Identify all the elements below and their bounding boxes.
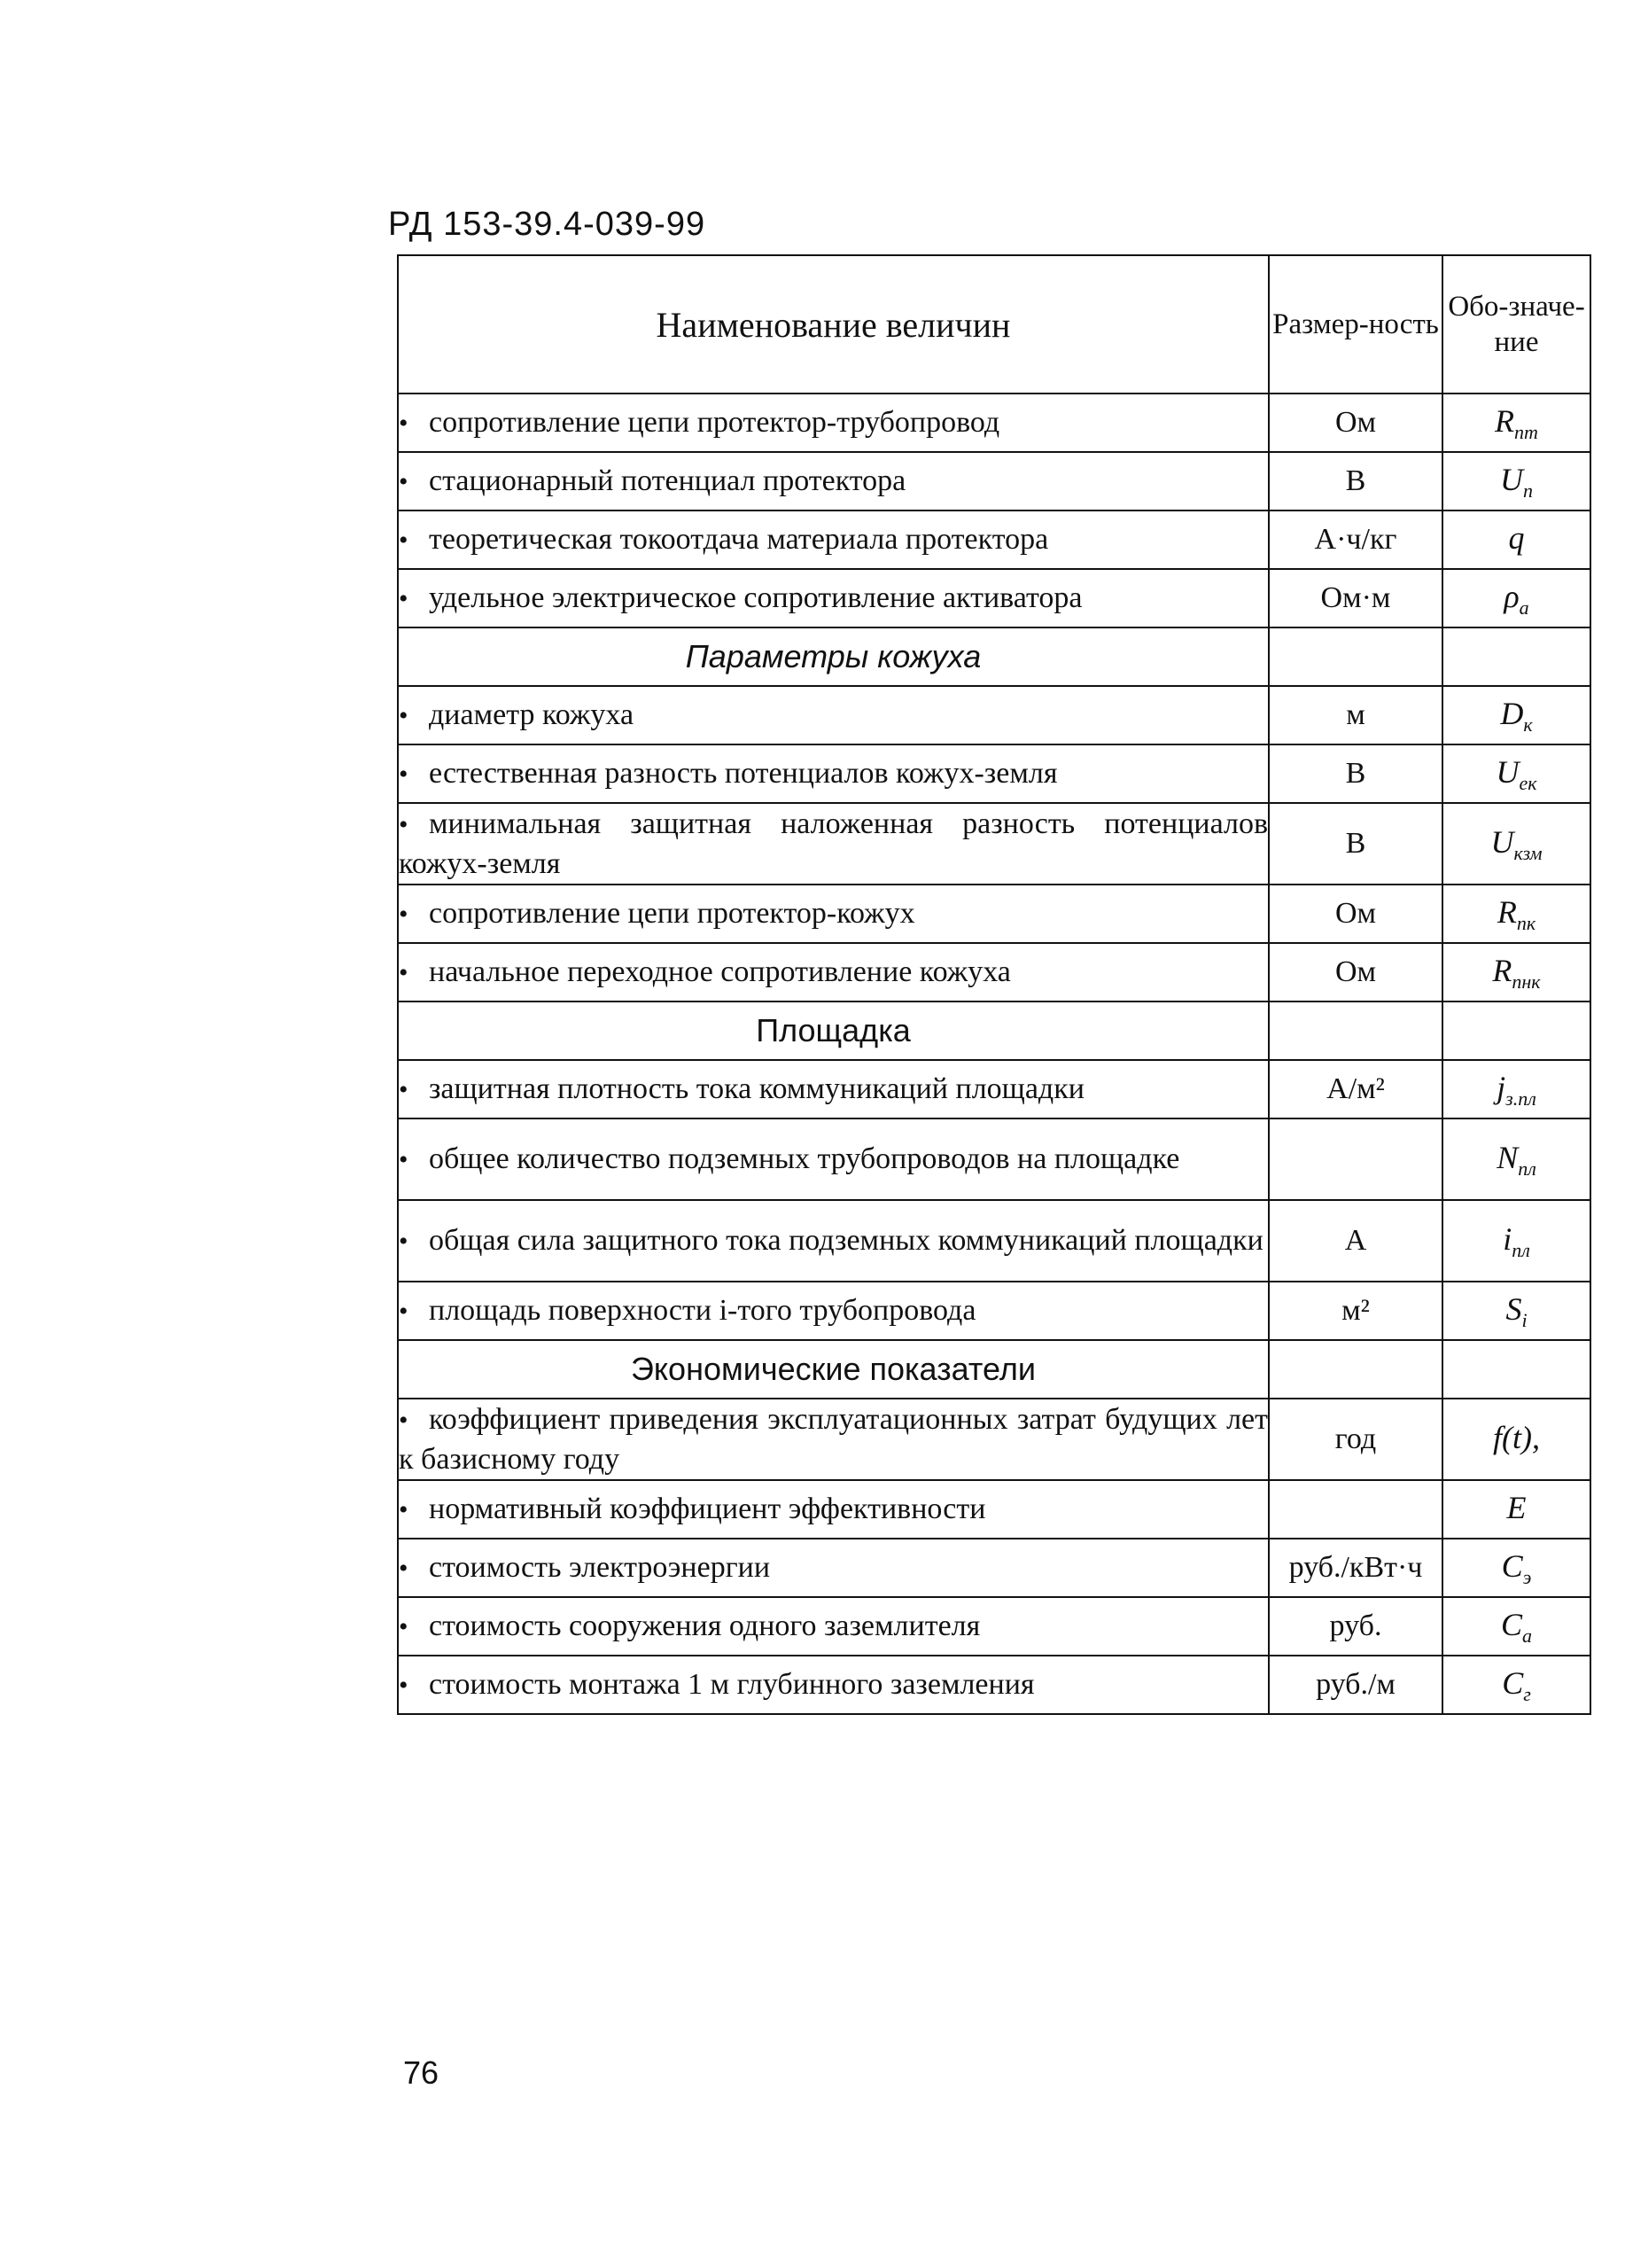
symbol-cell <box>1442 744 1590 803</box>
dimension-cell: В <box>1269 452 1442 510</box>
dimension-cell: В <box>1269 803 1442 885</box>
quantity-name-cell <box>398 1656 1269 1714</box>
table-row <box>398 569 1590 627</box>
symbol-subscript: пт <box>1514 420 1538 443</box>
symbol-subscript: з.пл <box>1505 1087 1536 1110</box>
section-title: Параметры кожуха <box>398 627 1269 686</box>
empty-cell <box>1442 1340 1590 1399</box>
symbol-cell <box>1442 803 1590 885</box>
symbol-base: U <box>1496 753 1520 790</box>
quantity-name-cell <box>398 1597 1269 1656</box>
table-row <box>398 1200 1590 1282</box>
symbol-subscript: пл <box>1512 1238 1530 1261</box>
quantity-name: защитная плотность тока коммуникаций площадки <box>429 1072 1085 1105</box>
empty-cell <box>1442 1002 1590 1060</box>
dimension-cell: А/м² <box>1269 1060 1442 1118</box>
table-header-row <box>398 255 1590 394</box>
table-body <box>398 394 1590 1714</box>
table-row <box>398 394 1590 452</box>
quantity-name-cell <box>398 686 1269 744</box>
symbol-base: i <box>1503 1220 1512 1257</box>
parameters-table <box>397 254 1591 1715</box>
bullet-icon: • <box>399 1144 408 1174</box>
symbol-base: j <box>1497 1069 1506 1105</box>
dimension-cell: А <box>1269 1200 1442 1282</box>
symbol-subscript: а <box>1519 596 1529 619</box>
symbol-cell <box>1442 885 1590 943</box>
bullet-icon: • <box>399 1494 408 1524</box>
quantity-name: удельное электрическое сопротивление активатора <box>429 581 1083 614</box>
dimension-cell: руб./кВт·ч <box>1269 1539 1442 1597</box>
symbol-subscript: п <box>1523 479 1533 502</box>
quantity-name-cell <box>398 1282 1269 1340</box>
dimension-cell: м <box>1269 686 1442 744</box>
quantity-name-cell <box>398 1118 1269 1200</box>
symbol-base: C <box>1502 1664 1524 1701</box>
document-code: РД 153-39.4-039-99 <box>388 206 706 243</box>
symbol-base: C <box>1500 1606 1522 1642</box>
dimension-cell: Ом <box>1269 943 1442 1002</box>
quantity-name: стоимость монтажа 1 м глубинного заземления <box>429 1667 1035 1701</box>
dimension-cell: Ом·м <box>1269 569 1442 627</box>
bullet-icon: • <box>399 583 408 613</box>
symbol-subscript: пл <box>1518 1157 1536 1180</box>
dimension-cell: Ом <box>1269 885 1442 943</box>
symbol-cell <box>1442 569 1590 627</box>
bullet-icon: • <box>399 1074 408 1104</box>
quantity-name: стоимость сооружения одного заземлителя <box>429 1609 981 1642</box>
quantity-name-cell <box>398 1539 1269 1597</box>
column-header-symbol: Обо-значе-ние <box>1442 255 1590 394</box>
quantity-name: начальное переходное сопротивление кожуха <box>429 955 1011 988</box>
bullet-icon: • <box>399 1405 408 1435</box>
dimension-cell: А·ч/кг <box>1269 510 1442 569</box>
table-row <box>398 452 1590 510</box>
symbol-cell <box>1442 394 1590 452</box>
empty-cell <box>1269 1002 1442 1060</box>
bullet-icon: • <box>399 1670 408 1700</box>
section-title: Площадка <box>398 1002 1269 1060</box>
bullet-icon: • <box>399 408 408 438</box>
bullet-icon: • <box>399 957 408 987</box>
bullet-icon: • <box>399 1296 408 1326</box>
quantity-name: сопротивление цепи протектор-трубопровод <box>429 405 1000 439</box>
bullet-icon: • <box>399 525 408 555</box>
quantity-name-cell <box>398 452 1269 510</box>
section-title: Экономические показатели <box>398 1340 1269 1399</box>
symbol-cell <box>1442 1399 1590 1480</box>
table-row <box>398 1118 1590 1200</box>
quantity-name: стоимость электроэнергии <box>429 1550 771 1584</box>
symbol-base: ρ <box>1504 578 1520 614</box>
quantity-name-cell <box>398 1200 1269 1282</box>
symbol-base: R <box>1492 952 1512 988</box>
quantity-name-cell <box>398 510 1269 569</box>
bullet-icon: • <box>399 1226 408 1256</box>
symbol-base: N <box>1497 1139 1519 1175</box>
quantity-name-cell <box>398 744 1269 803</box>
symbol-cell <box>1442 1282 1590 1340</box>
symbol-subscript: к <box>1523 713 1533 736</box>
quantity-name: коэффициент приведения эксплуатационных затрат будущих лет к базисному году <box>399 1402 1268 1476</box>
symbol-base: U <box>1500 461 1523 497</box>
quantity-name: стационарный потенциал протектора <box>429 464 906 497</box>
dimension-cell <box>1269 1118 1442 1200</box>
symbol-cell <box>1442 1539 1590 1597</box>
dimension-cell <box>1269 1480 1442 1539</box>
table-row <box>398 1656 1590 1714</box>
symbol-base: C <box>1501 1547 1523 1584</box>
quantity-name-cell <box>398 394 1269 452</box>
symbol-base: S <box>1505 1290 1522 1327</box>
symbol-base: E <box>1506 1489 1527 1525</box>
table-row <box>398 686 1590 744</box>
quantity-name-cell <box>398 803 1269 885</box>
symbol-cell <box>1442 1200 1590 1282</box>
symbol-subscript: i <box>1521 1308 1528 1331</box>
empty-cell <box>1442 627 1590 686</box>
symbol-subscript: пнк <box>1512 970 1541 993</box>
table-row <box>398 1060 1590 1118</box>
table-row <box>398 885 1590 943</box>
table-row <box>398 1282 1590 1340</box>
bullet-icon: • <box>399 466 408 496</box>
quantity-name-cell <box>398 885 1269 943</box>
column-header-name: Наименование величин <box>398 255 1269 394</box>
bullet-icon: • <box>399 809 408 839</box>
dimension-cell: руб. <box>1269 1597 1442 1656</box>
quantity-name-cell <box>398 1399 1269 1480</box>
page-number: 76 <box>403 2054 439 2091</box>
bullet-icon: • <box>399 899 408 929</box>
symbol-subscript: пк <box>1516 911 1536 934</box>
table-row <box>398 510 1590 569</box>
table-row <box>398 1539 1590 1597</box>
symbol-subscript: г <box>1523 1682 1531 1705</box>
table-row <box>398 744 1590 803</box>
symbol-cell <box>1442 452 1590 510</box>
section-row <box>398 627 1590 686</box>
symbol-base: f(t), <box>1493 1419 1540 1455</box>
quantity-name: теоретическая токоотдача материала протектора <box>429 522 1049 556</box>
symbol-cell <box>1442 510 1590 569</box>
bullet-icon: • <box>399 1553 408 1583</box>
bullet-icon: • <box>399 1611 408 1641</box>
dimension-cell: В <box>1269 744 1442 803</box>
quantity-name: сопротивление цепи протектор-кожух <box>429 896 915 930</box>
quantity-name: минимальная защитная наложенная разность потенциалов кожух-земля <box>399 807 1268 880</box>
symbol-subscript: ек <box>1519 771 1537 794</box>
quantity-name-cell <box>398 1060 1269 1118</box>
section-row <box>398 1002 1590 1060</box>
table-row <box>398 943 1590 1002</box>
bullet-icon: • <box>399 759 408 789</box>
symbol-cell <box>1442 686 1590 744</box>
symbol-base: U <box>1490 823 1514 860</box>
symbol-cell <box>1442 1597 1590 1656</box>
table-row <box>398 1597 1590 1656</box>
symbol-base: q <box>1508 519 1525 556</box>
empty-cell <box>1269 1340 1442 1399</box>
table-row <box>398 1480 1590 1539</box>
dimension-cell: Ом <box>1269 394 1442 452</box>
symbol-subscript: кзм <box>1513 841 1543 864</box>
quantity-name: естественная разность потенциалов кожух-земля <box>429 756 1058 790</box>
quantity-name: диаметр кожуха <box>429 698 634 731</box>
symbol-subscript: э <box>1522 1565 1532 1588</box>
bullet-icon: • <box>399 700 408 730</box>
quantity-name-cell <box>398 1480 1269 1539</box>
quantity-name-cell <box>398 569 1269 627</box>
symbol-cell <box>1442 1118 1590 1200</box>
symbol-cell <box>1442 1656 1590 1714</box>
section-row <box>398 1340 1590 1399</box>
quantity-name: нормативный коэффициент эффективности <box>429 1492 986 1525</box>
dimension-cell: год <box>1269 1399 1442 1480</box>
table-row <box>398 1399 1590 1480</box>
symbol-cell <box>1442 1060 1590 1118</box>
symbol-base: R <box>1495 402 1515 439</box>
dimension-cell: руб./м <box>1269 1656 1442 1714</box>
symbol-cell <box>1442 1480 1590 1539</box>
symbol-cell <box>1442 943 1590 1002</box>
dimension-cell: м² <box>1269 1282 1442 1340</box>
symbol-base: R <box>1497 893 1517 930</box>
quantity-name: площадь поверхности i-того трубопровода <box>429 1293 976 1327</box>
symbol-subscript: а <box>1522 1624 1532 1647</box>
table-row <box>398 803 1590 885</box>
quantity-name: общая сила защитного тока подземных коммуникаций площадки <box>429 1223 1263 1257</box>
symbol-base: D <box>1500 695 1524 731</box>
quantity-name-cell <box>398 943 1269 1002</box>
empty-cell <box>1269 627 1442 686</box>
column-header-dimension: Размер-ность <box>1269 255 1442 394</box>
quantity-name: общее количество подземных трубопроводов на площадке <box>429 1142 1180 1175</box>
